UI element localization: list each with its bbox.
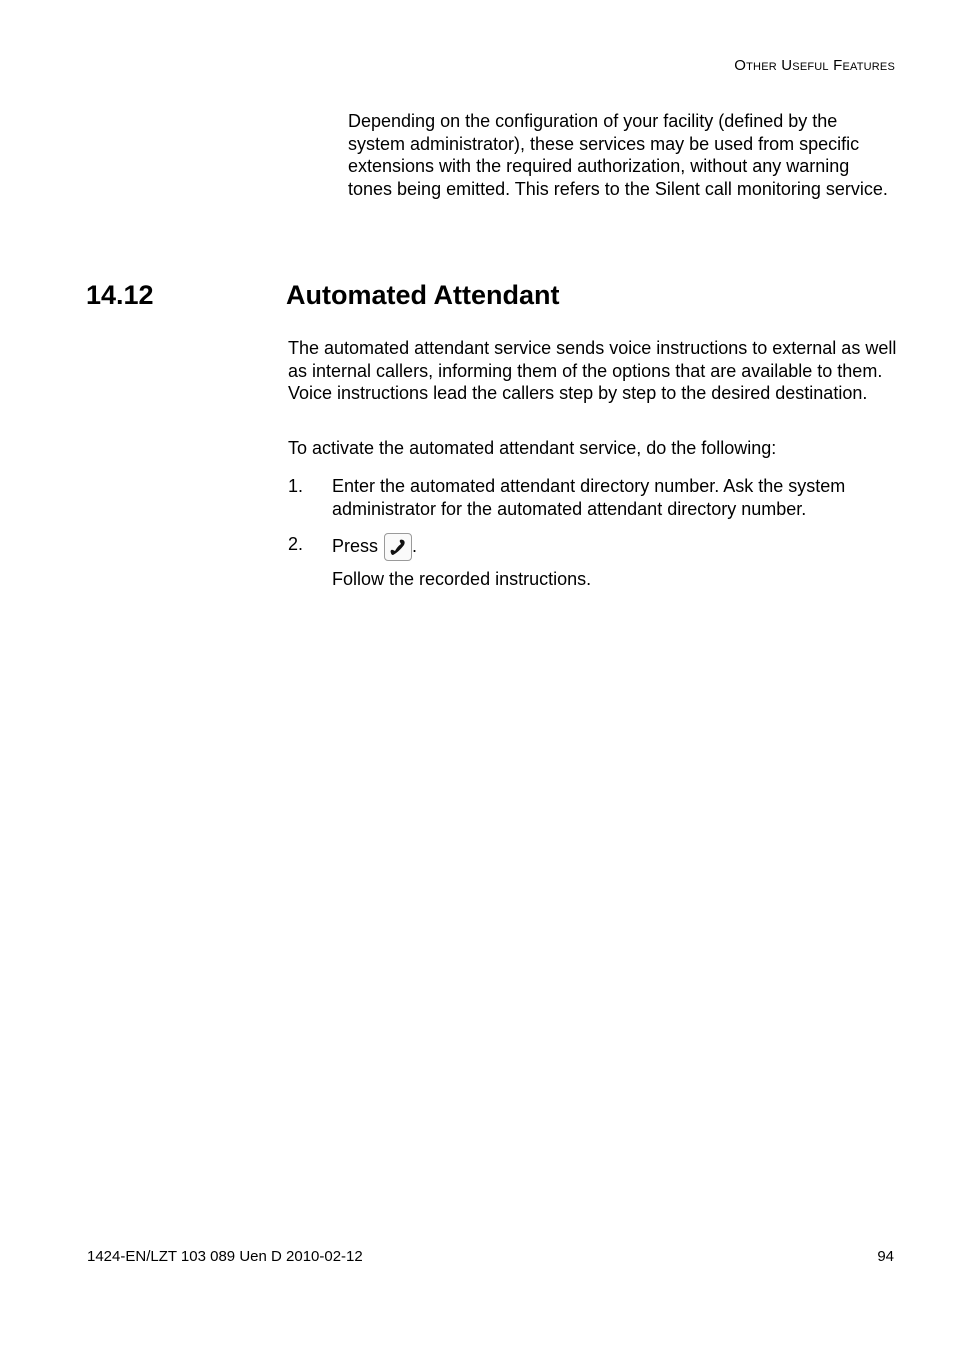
running-header: Other Useful Features	[734, 57, 895, 74]
step-trailing-period: .	[412, 536, 418, 556]
intro-note: Depending on the configuration of your facility (defined by the system administrator), these services may be used from specific extensions with the required authorization, without any warning tones being emitted. This refers to the Silent call monitoring service.	[348, 111, 888, 199]
step-followup: Follow the recorded instructions.	[332, 569, 592, 589]
step-2	[288, 533, 898, 561]
footer-document-id: 1424-EN/LZT 103 089 Uen D 2010-02-12	[87, 1248, 363, 1265]
section-title: Automated Attendant	[286, 280, 560, 310]
phone-handset-icon	[384, 533, 412, 561]
step-text: Press	[332, 536, 379, 556]
step-text-container	[332, 533, 898, 561]
step-number: 1.	[288, 476, 304, 496]
paragraph-instruction-intro: To activate the automated attendant service, do the following:	[288, 438, 777, 458]
step-1	[288, 475, 898, 520]
paragraph-description: The automated attendant service sends voice instructions to external as well as internal callers, informing them of the options that are available to them. Voice instructions lead the callers step by step to the desired destination.	[288, 338, 897, 404]
footer-page-number: 94	[877, 1248, 894, 1265]
step-text: Enter the automated attendant directory number. Ask the system administrator for the automated attendant directory number.	[332, 476, 846, 519]
step-number: 2.	[288, 534, 304, 554]
section-heading	[86, 280, 559, 311]
section-number: 14.12	[86, 280, 154, 310]
